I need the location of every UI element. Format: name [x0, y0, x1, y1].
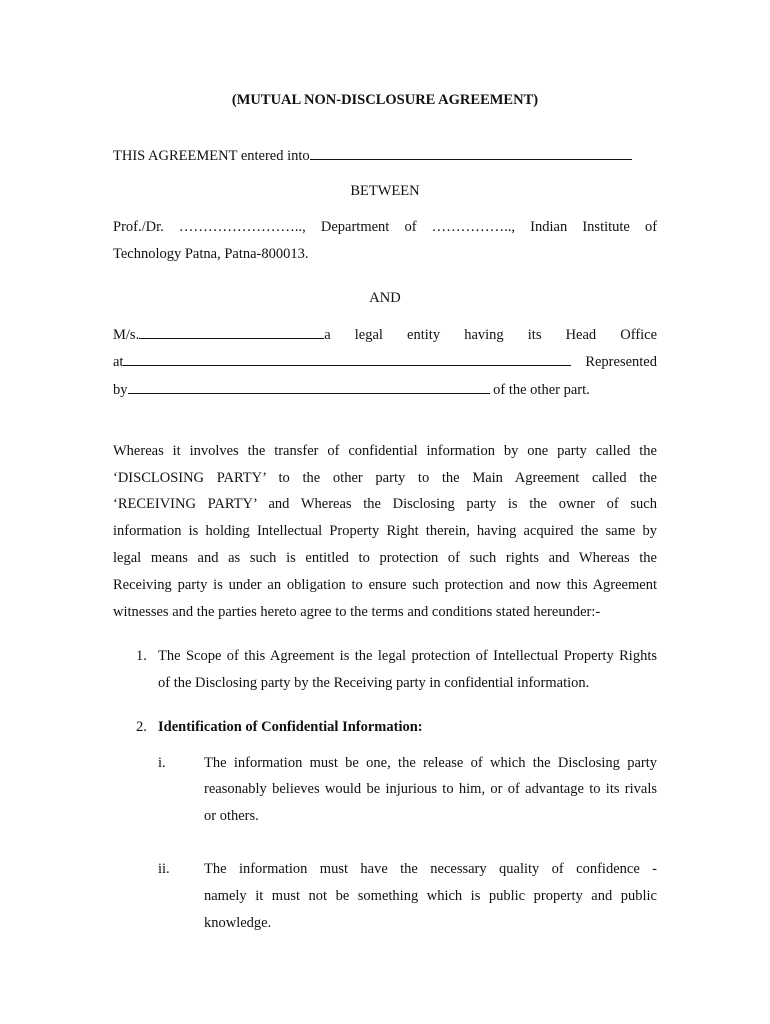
- sub-item-text: knowledge.: [204, 915, 272, 931]
- other-part-text: of the other part.: [493, 382, 590, 398]
- date-blank: [310, 147, 632, 160]
- party2-word: legal: [354, 327, 383, 343]
- party1-line1: [113, 219, 657, 236]
- address-blank: [123, 353, 571, 366]
- represented-word: Represented: [585, 354, 657, 370]
- party1-line2: Technology Patna, Patna-800013.: [113, 246, 309, 262]
- party1-word: of: [404, 219, 417, 235]
- party2-by: by: [113, 382, 128, 398]
- intro-line: [113, 147, 657, 165]
- party2-word: its: [527, 327, 542, 343]
- party1-word: Institute: [582, 219, 630, 235]
- party1-word: of: [645, 219, 658, 235]
- whereas-line: ‘DISCLOSING PARTY’ to the other party to the Main Agreement called the: [113, 470, 657, 486]
- whereas-line: Receiving party is under an obligation to ensure such protection and now this Agreement: [113, 577, 657, 593]
- party2-word: having: [464, 327, 504, 343]
- company-name-blank: [139, 326, 324, 339]
- clause-number: 2.: [136, 719, 147, 735]
- intro-text: THIS AGREEMENT entered into: [113, 148, 310, 164]
- party2-line2: [113, 353, 657, 371]
- party1-word: Department: [320, 219, 390, 235]
- between-heading: BETWEEN: [350, 183, 420, 199]
- party2-line3: [113, 381, 657, 399]
- party2-word: Head: [565, 327, 597, 343]
- clause-number: 1.: [136, 648, 147, 664]
- party2-at: at: [113, 354, 571, 370]
- party2-line1: [113, 326, 657, 344]
- document-title: (MUTUAL NON-DISCLOSURE AGREEMENT): [231, 92, 539, 108]
- representative-blank: [128, 381, 490, 394]
- sub-item-text: reasonably believes would be injurious to him, or of advantage to its rivals: [204, 781, 657, 797]
- sub-item-numeral: ii.: [158, 861, 170, 877]
- party1-name-dots: ……………………..,: [178, 219, 306, 235]
- and-heading: AND: [369, 290, 401, 306]
- sub-item-text: or others.: [204, 808, 259, 824]
- party1-title: Prof./Dr.: [113, 219, 164, 235]
- party2-ms: M/s. a: [113, 327, 331, 343]
- party1-dept-dots: ……………..,: [431, 219, 516, 235]
- sub-item-text: The information must have the necessary quality of confidence -: [204, 861, 657, 877]
- whereas-line: information is holding Intellectual Property Right therein, having acquired the same by: [113, 523, 657, 539]
- sub-item-text: The information must be one, the release of which the Disclosing party: [204, 755, 657, 771]
- sub-item-text: namely it must not be something which is public property and public: [204, 888, 657, 904]
- clause-text: of the Disclosing party by the Receiving party in confidential information.: [158, 675, 590, 691]
- whereas-line: legal means and as such is entitled to protection of such rights and Whereas the: [113, 550, 657, 566]
- clause-heading: Identification of Confidential Information:: [158, 719, 423, 735]
- sub-item-numeral: i.: [158, 755, 166, 771]
- whereas-line: ‘RECEIVING PARTY’ and Whereas the Disclosing party is the owner of such: [113, 496, 657, 512]
- party2-word: Office: [620, 327, 658, 343]
- party1-word: Indian: [530, 219, 568, 235]
- whereas-line: witnesses and the parties hereto agree to the terms and conditions stated hereunder:-: [113, 604, 601, 620]
- party2-word: entity: [407, 327, 441, 343]
- clause-text: The Scope of this Agreement is the legal protection of Intellectual Property Rights: [158, 648, 657, 664]
- whereas-line: Whereas it involves the transfer of confidential information by one party called the: [113, 443, 657, 459]
